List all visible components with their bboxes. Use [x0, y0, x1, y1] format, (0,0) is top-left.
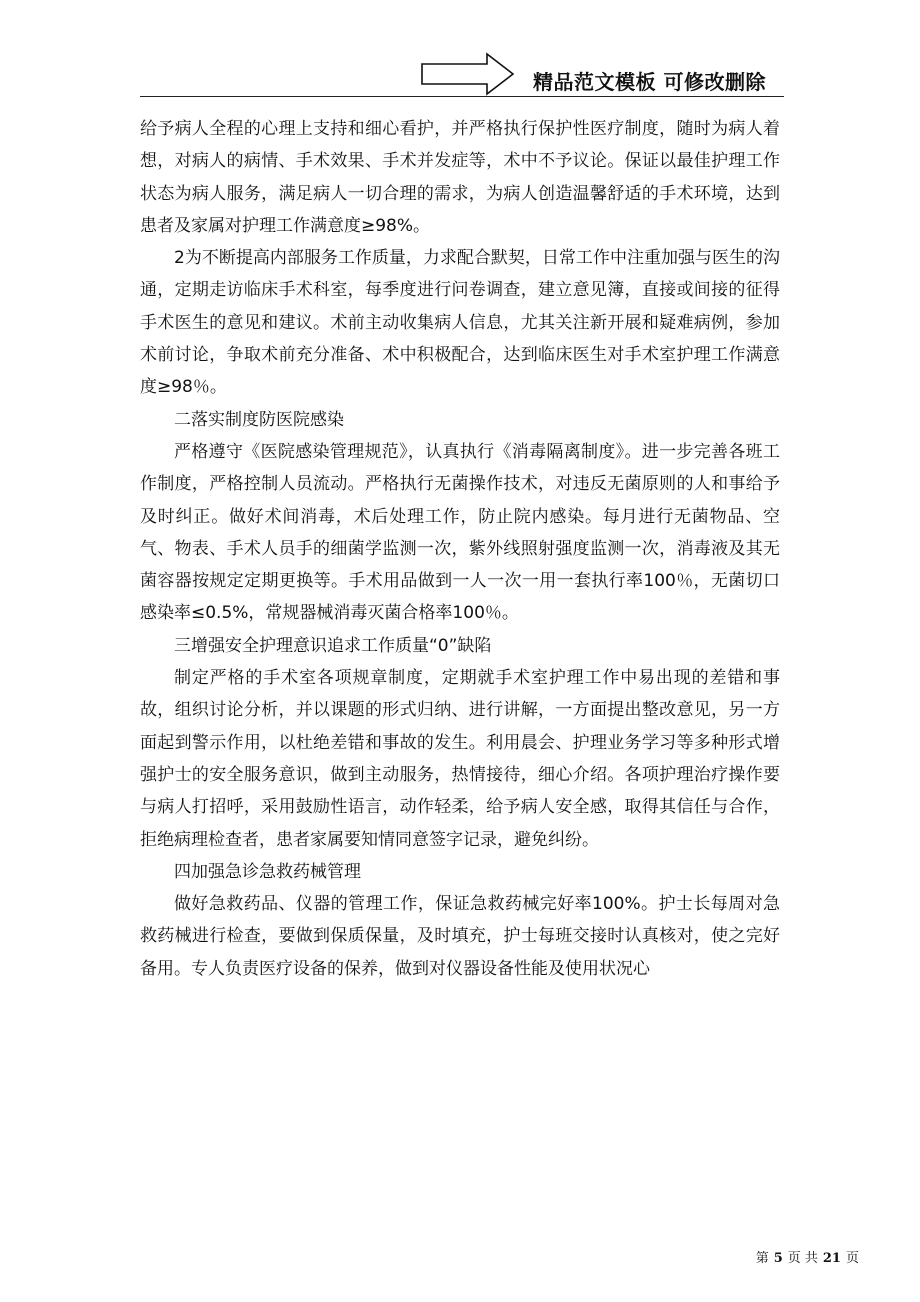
paragraph: 制定严格的手术室各项规章制度，定期就手术室护理工作中易出现的差错和事故，组织讨论分析，并以课题的形式归纳、进行讲解，一方面提出整改意见，另一方面起到警示作用，以杜绝差错和事故的发生。利用晨会、护理业务学习等多种形式增强护士的安全服务意识，做到主动服务，热情接待，细心介绍。各项护理治疗操作要与病人打招呼，采用鼓励性语言，动作轻柔，给予病人安全感，取得其信任与合作，拒绝病理检查者，患者家属要知情同意签字记录，避免纠纷。: [140, 668, 780, 850]
paragraph: 严格遵守《医院感染管理规范》，认真执行《消毒隔离制度》。进一步完善各班工作制度，严格控制人员流动。严格执行无菌操作技术，对违反无菌原则的人和事给予及时纠正。做好术间消毒，术后处理工作，防止院内感染。每月进行无菌物品、空气、物表、手术人员手的细菌学监测一次，紫外线照射强度监测一次，消毒液及其无菌容器按规定定期更换等。手术用品做到一人一次一用一套执行率100％，无菌切口感染率≤0.5%，常规器械消毒灭菌合格率100％。: [140, 441, 780, 624]
arrow-right-icon: [421, 52, 515, 96]
paragraph: 做好急救药品、仪器的管理工作，保证急救药械完好率100%。护士长每周对急救药械进行检查，要做到保质保量，及时填充，护士每班交接时认真核对，使之完好备用。专人负责医疗设备的保养，做到对仪器设备性能及使用状况心: [140, 894, 780, 979]
footer-middle: 页 共: [787, 1251, 818, 1266]
document-body: [140, 113, 780, 985]
header-title: 精品范文模板 可修改删除: [533, 70, 766, 94]
section-heading: 二落实制度防医院感染: [174, 409, 344, 430]
paragraph: 给予病人全程的心理上支持和细心看护，并严格执行保护性医疗制度，随时为病人着想，对病人的病情、手术效果、手术并发症等，术中不予议论。保证以最佳护理工作状态为病人服务，满足病人一切合理的需求，为病人创造温馨舒适的手术环境，达到患者及家属对护理工作满意度≥98%。: [140, 119, 780, 236]
footer-suffix: 页: [845, 1251, 859, 1266]
total-pages-number: 21: [822, 1251, 841, 1266]
current-page-number: 5: [773, 1251, 783, 1266]
header-divider: [140, 96, 784, 97]
paragraph: 2为不断提高内部服务工作质量，力求配合默契，日常工作中注重加强与医生的沟通，定期走访临床手术科室，每季度进行问卷调查，建立意见簿，直接或间接的征得手术医生的意见和建议。术前主动收集病人信息，尤其关注新开展和疑难病例，参加术前讨论，争取术前充分准备、术中积极配合，达到临床医生对手术室护理工作满意度≥98％。: [140, 248, 780, 398]
section-heading: 三增强安全护理意识追求工作质量“0”缺陷: [174, 635, 492, 656]
page-footer: [755, 1247, 860, 1266]
page-header: [140, 50, 784, 98]
footer-prefix: 第: [755, 1251, 769, 1266]
section-heading: 四加强急诊急救药械管理: [174, 861, 361, 882]
